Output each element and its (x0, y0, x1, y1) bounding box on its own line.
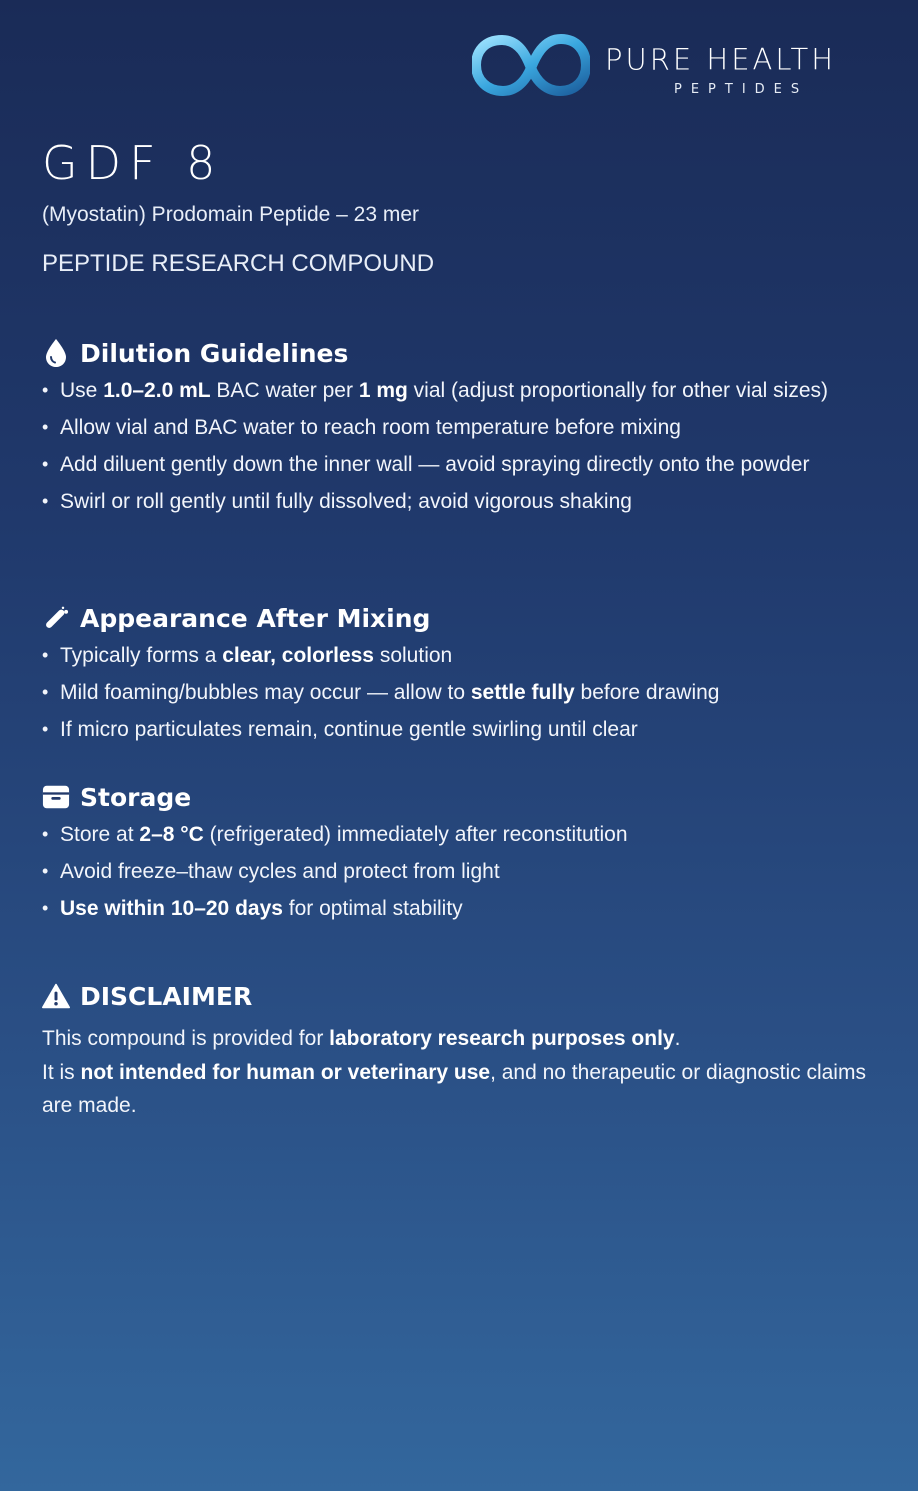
disclaimer-line: This compound is provided for laboratory research purposes only. (42, 1027, 681, 1050)
list-item: • Store at 2–8 °C (refrigerated) immediately after reconstitution (42, 821, 882, 848)
section-storage (42, 779, 882, 932)
list-item: • If micro particulates remain, continue gentle swirling until clear (42, 716, 882, 743)
disclaimer-text (42, 1022, 882, 1122)
brand-name: PURE HEALTH (605, 42, 837, 77)
appearance-list (42, 642, 882, 743)
section-appearance (42, 600, 882, 753)
list-item: • Avoid freeze–thaw cycles and protect from light (42, 858, 882, 885)
list-item: • Mild foaming/bubbles may occur — allow to settle fully before drawing (42, 679, 882, 706)
product-title: GDF 8 (42, 136, 224, 190)
section-dilution (42, 335, 882, 525)
warning-icon (42, 981, 70, 1011)
disclaimer-line: It is not intended for human or veterinary use, and no therapeutic or diagnostic claims are made. (42, 1061, 866, 1117)
product-category: PEPTIDE RESEARCH COMPOUND (42, 250, 435, 277)
section-disclaimer (42, 978, 882, 1122)
brand-logo (472, 30, 892, 110)
section-title: Storage (80, 782, 192, 812)
list-item: • Use 1.0–2.0 mL BAC water per 1 mg vial (adjust proportionally for other vial sizes) (42, 377, 882, 404)
storage-list (42, 821, 882, 922)
section-title: DISCLAIMER (80, 981, 253, 1011)
product-subtitle: (Myostatin) Prodomain Peptide – 23 mer (42, 203, 420, 226)
infinity-logo-icon (472, 30, 590, 100)
list-item: • Typically forms a clear, colorless solution (42, 642, 882, 669)
list-item: • Swirl or roll gently until fully dissolved; avoid vigorous shaking (42, 488, 882, 515)
list-item: • Add diluent gently down the inner wall — avoid spraying directly onto the powder (42, 451, 882, 478)
list-item: • Allow vial and BAC water to reach room temperature before mixing (42, 414, 882, 441)
list-item: • Use within 10–20 days for optimal stability (42, 895, 882, 922)
test-tube-icon (42, 603, 70, 633)
droplet-icon (42, 338, 70, 368)
section-title: Appearance After Mixing (80, 603, 431, 633)
archive-box-icon (42, 782, 70, 812)
section-title: Dilution Guidelines (80, 338, 349, 368)
brand-tagline: PEPTIDES (674, 82, 809, 97)
dilution-list (42, 377, 882, 515)
